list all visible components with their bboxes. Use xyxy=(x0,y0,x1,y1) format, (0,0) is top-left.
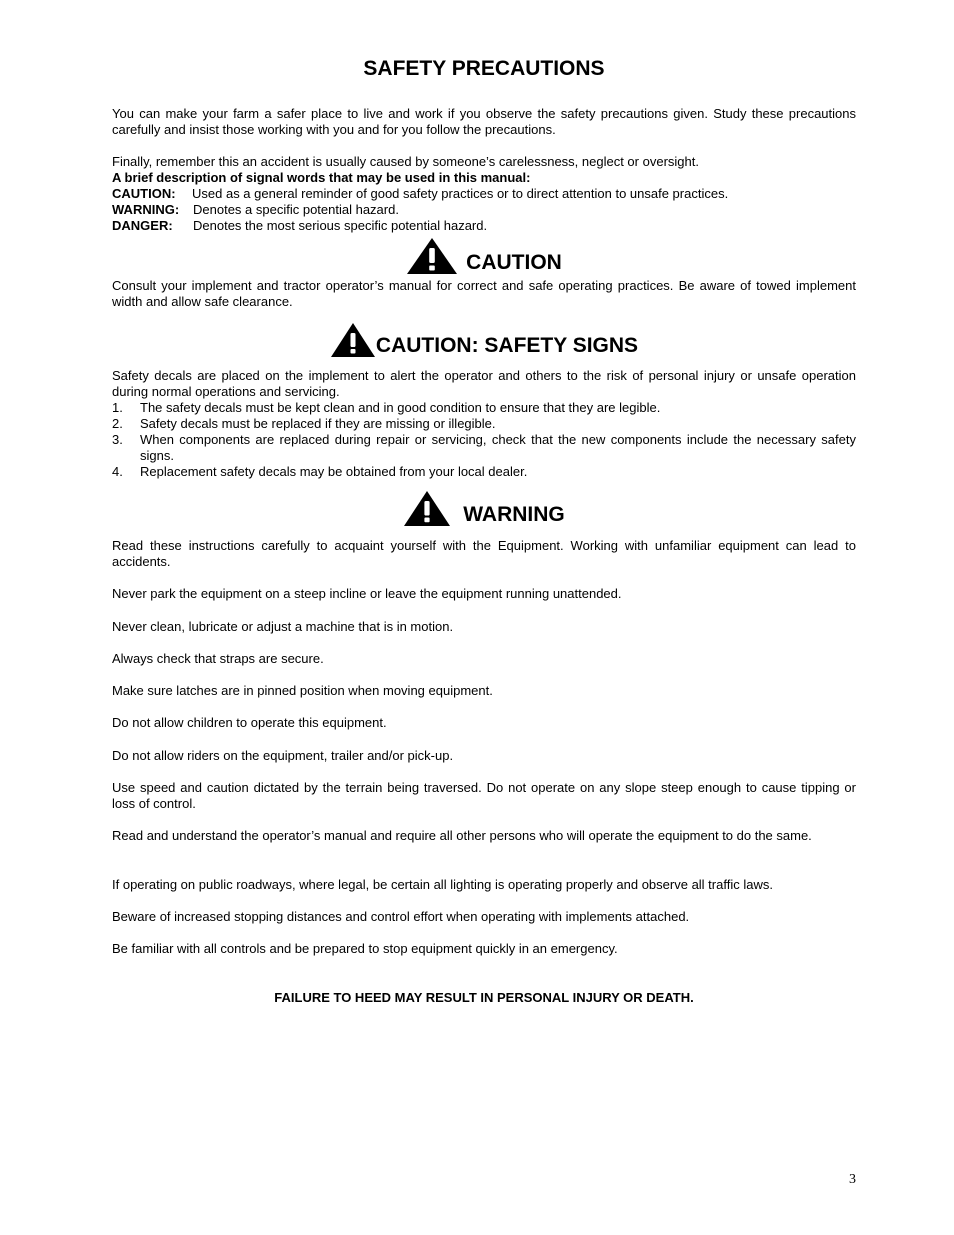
warning-paragraph: Do not allow riders on the equipment, trailer and/or pick-up. xyxy=(112,748,454,763)
warning-triangle-icon xyxy=(403,490,451,527)
safety-signs-heading-row xyxy=(112,322,856,358)
definition-term: WARNING: xyxy=(112,202,180,217)
definition-warning xyxy=(112,202,856,218)
warning-paragraph: Do not allow children to operate this equipment. xyxy=(112,715,387,730)
warning-heading-row xyxy=(112,490,856,527)
warning-triangle-icon xyxy=(406,237,458,275)
list-item-number: 3. xyxy=(112,432,123,447)
warning-paragraph: If operating on public roadways, where legal, be certain all lighting is operating properly and observe all traffic laws. xyxy=(112,877,773,892)
document-page xyxy=(112,0,856,1235)
warning-paragraph: Read these instructions carefully to acquaint yourself with the Equipment. Working with unfamiliar equipment can lead to accidents. xyxy=(112,538,856,569)
warning-paragraph: Read and understand the operator’s manual and require all other persons who will operate the equipment to do the same. xyxy=(112,828,812,843)
page-title: SAFETY PRECAUTIONS xyxy=(363,57,605,80)
caution-heading: CAUTION xyxy=(466,251,562,274)
definition-term: CAUTION: xyxy=(112,186,176,201)
warning-paragraph: Never clean, lubricate or adjust a machine that is in motion. xyxy=(112,619,454,634)
warning-paragraph: Always check that straps are secure. xyxy=(112,651,324,666)
caution-heading-row xyxy=(112,237,856,275)
definition-text: Denotes the most serious specific potential hazard. xyxy=(193,218,488,233)
definition-caution xyxy=(112,186,856,202)
warning-paragraph: Make sure latches are in pinned position when moving equipment. xyxy=(112,683,493,698)
list-item-number: 1. xyxy=(112,400,123,415)
intro-paragraph: You can make your farm a safer place to live and work if you observe the safety precautions given. Study these precautions carefully and insist those working with you and for you follow the precautions. xyxy=(112,106,856,137)
list-item-number: 4. xyxy=(112,464,123,479)
list-item xyxy=(112,432,856,464)
safety-signs-heading: CAUTION: SAFETY SIGNS xyxy=(375,334,639,357)
safety-decals-paragraph: Safety decals are placed on the implement to alert the operator and others to the risk of personal injury or unsafe operation during normal operations and servicing. xyxy=(112,368,856,399)
caution-paragraph: Consult your implement and tractor operator’s manual for correct and safe operating practices. Be aware of towed implement width and allow safe clearance. xyxy=(112,278,856,309)
warning-paragraph: Never park the equipment on a steep incline or leave the equipment running unattended. xyxy=(112,586,622,601)
definition-text: Used as a general reminder of good safety practices or to direct attention to unsafe practices. xyxy=(192,186,729,201)
list-item-text: The safety decals must be kept clean and in good condition to ensure that they are legible. xyxy=(140,400,661,415)
warning-triangle-icon xyxy=(330,322,376,358)
definition-text: Denotes a specific potential hazard. xyxy=(193,202,399,217)
signal-words-heading: A brief description of signal words that may be used in this manual: xyxy=(112,170,531,185)
failure-to-heed-notice: FAILURE TO HEED MAY RESULT IN PERSONAL INJURY OR DEATH. xyxy=(274,990,694,1005)
safety-decals-list xyxy=(112,400,856,480)
page-number: 3 xyxy=(849,1172,856,1187)
warning-heading: WARNING xyxy=(463,503,565,526)
definition-term: DANGER: xyxy=(112,218,173,233)
warning-paragraph: Be familiar with all controls and be prepared to stop equipment quickly in an emergency. xyxy=(112,941,618,956)
warning-paragraph: Use speed and caution dictated by the terrain being traversed. Do not operate on any slope steep enough to cause tipping or loss of control. xyxy=(112,780,856,811)
list-item-text: Replacement safety decals may be obtained from your local dealer. xyxy=(140,464,528,479)
list-item-number: 2. xyxy=(112,416,123,431)
list-item-text: When components are replaced during repair or servicing, check that the new components include the necessary safety signs. xyxy=(140,432,856,463)
list-item xyxy=(112,400,856,416)
definition-danger xyxy=(112,218,856,234)
reminder-paragraph: Finally, remember this an accident is usually caused by someone’s carelessness, neglect or oversight. xyxy=(112,154,699,169)
list-item xyxy=(112,464,856,480)
list-item-text: Safety decals must be replaced if they are missing or illegible. xyxy=(140,416,496,431)
signal-word-definitions xyxy=(112,186,856,234)
warning-paragraph: Beware of increased stopping distances and control effort when operating with implements attached. xyxy=(112,909,690,924)
list-item xyxy=(112,416,856,432)
